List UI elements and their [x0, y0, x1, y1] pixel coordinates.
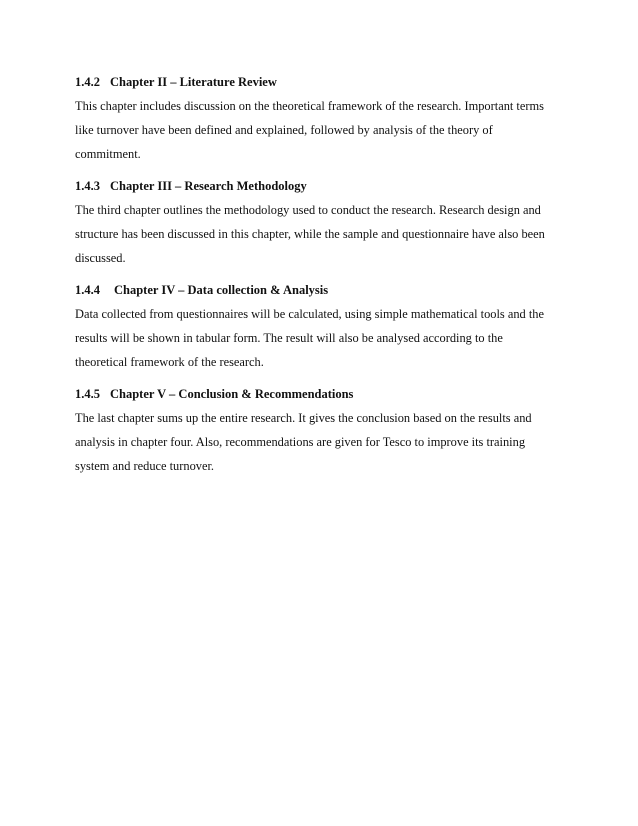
paragraph-line: results will be shown in tabular form. The result will also be analysed according to the — [75, 331, 503, 345]
paragraph-line: The last chapter sums up the entire research. It gives the conclusion based on the results and — [75, 411, 532, 425]
section-heading — [75, 384, 565, 404]
section-1-4-2 — [75, 72, 565, 166]
paragraph-line: discussed. — [75, 251, 126, 265]
paragraph-line: structure has been discussed in this chapter, while the sample and questionnaire have also been — [75, 227, 545, 241]
section-paragraph — [75, 94, 565, 166]
section-number: 1.4.3 — [75, 179, 100, 193]
section-heading — [75, 280, 565, 300]
document-page — [75, 72, 565, 488]
section-1-4-5 — [75, 384, 565, 478]
paragraph-line: The third chapter outlines the methodology used to conduct the research. Research design and — [75, 203, 541, 217]
section-heading — [75, 176, 565, 196]
paragraph-line: system and reduce turnover. — [75, 459, 215, 473]
paragraph-line: like turnover have been defined and explained, followed by analysis of the theory of — [75, 123, 493, 137]
paragraph-line: This chapter includes discussion on the theoretical framework of the research. Important terms — [75, 99, 544, 113]
section-paragraph — [75, 302, 565, 374]
paragraph-line: commitment. — [75, 147, 141, 161]
paragraph-line: analysis in chapter four. Also, recommendations are given for Tesco to improve its training — [75, 435, 526, 449]
section-title: Chapter IV – Data collection & Analysis — [114, 283, 329, 297]
paragraph-line: theoretical framework of the research. — [75, 355, 264, 369]
section-title: Chapter II – Literature Review — [110, 75, 277, 89]
section-1-4-4 — [75, 280, 565, 374]
paragraph-line: Data collected from questionnaires will be calculated, using simple mathematical tools and the — [75, 307, 544, 321]
section-paragraph — [75, 198, 565, 270]
section-title: Chapter V – Conclusion & Recommendations — [110, 387, 354, 401]
section-number: 1.4.4 — [75, 283, 100, 297]
section-number: 1.4.5 — [75, 387, 100, 401]
section-title: Chapter III – Research Methodology — [110, 179, 307, 193]
section-heading — [75, 72, 565, 92]
section-paragraph — [75, 406, 565, 478]
section-number: 1.4.2 — [75, 75, 100, 89]
section-1-4-3 — [75, 176, 565, 270]
